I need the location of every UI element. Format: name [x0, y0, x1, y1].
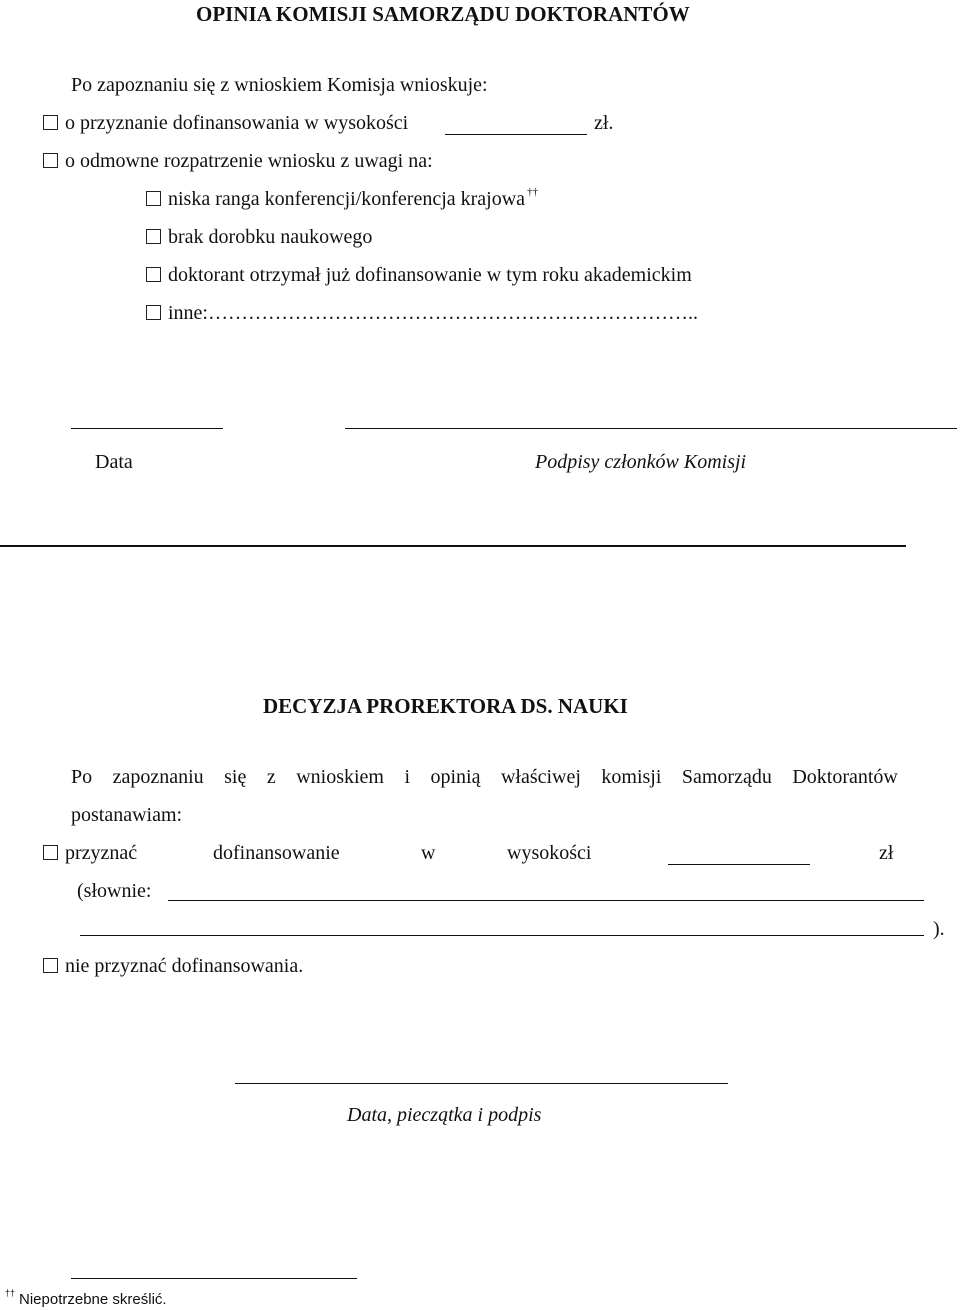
in-words-label: (słownie:: [77, 880, 152, 902]
intro-word: opinią: [430, 766, 481, 788]
reason-row: [146, 226, 372, 249]
in-words-line-1[interactable]: [168, 900, 924, 901]
refuse-checkbox[interactable]: [43, 153, 58, 168]
reason-label: niska ranga konferencji/konferencja krajowa: [168, 188, 526, 210]
reason-other-label: inne:………………………………………………………………..: [168, 302, 698, 324]
opinion-intro: Po zapoznaniu się z wnioskiem Komisja wnioskuje:: [71, 74, 488, 96]
date-label: Data: [95, 451, 133, 473]
decision-grant-checkbox[interactable]: [43, 845, 58, 860]
reason-checkbox[interactable]: [146, 267, 161, 282]
in-words-close: ).: [933, 918, 945, 940]
reason-checkbox[interactable]: [146, 229, 161, 244]
grant-word: wysokości: [507, 842, 592, 864]
intro-word: się: [224, 766, 247, 788]
reason-checkbox[interactable]: [146, 305, 161, 320]
option-refuse-label: o odmowne rozpatrzenie wniosku z uwagi na:: [65, 150, 433, 172]
decision-intro-line2: postanawiam:: [71, 804, 183, 826]
intro-word: komisji: [601, 766, 662, 788]
decision-amount-line[interactable]: [668, 864, 810, 865]
signatures-line[interactable]: [345, 428, 957, 429]
decision-refuse-checkbox[interactable]: [43, 958, 58, 973]
option-grant-row: [43, 112, 408, 135]
grant-word: dofinansowanie: [213, 842, 340, 864]
grant-amount-line[interactable]: [445, 134, 587, 135]
intro-word: Po: [71, 766, 93, 788]
footnote-separator: [71, 1278, 357, 1279]
footnote-mark: ††: [527, 186, 539, 198]
decision-grant-unit: zł: [879, 842, 894, 864]
signature-line[interactable]: [235, 1083, 728, 1084]
grant-checkbox[interactable]: [43, 115, 58, 130]
signatures-label: Podpisy członków Komisji: [535, 451, 747, 473]
option-grant-unit: zł.: [594, 112, 614, 134]
footnote-mark: ††: [5, 1288, 16, 1298]
reason-checkbox[interactable]: [146, 191, 161, 206]
in-words-line-2[interactable]: [80, 935, 924, 936]
intro-word: Samorządu: [681, 766, 772, 788]
intro-word: zapoznaniu: [112, 766, 204, 788]
decision-grant-row: [43, 842, 137, 865]
reason-label: doktorant otrzymał już dofinansowanie w tym roku akademickim: [168, 264, 692, 286]
reason-row: [146, 264, 692, 287]
intro-word: wnioskiem: [296, 766, 384, 788]
option-grant-label: o przyznanie dofinansowania w wysokości: [65, 112, 409, 134]
opinion-title: OPINIA KOMISJI SAMORZĄDU DOKTORANTÓW: [196, 2, 690, 26]
footnote-text: Niepotrzebne skreślić.: [19, 1291, 167, 1308]
decision-refuse-label: nie przyznać dofinansowania.: [65, 955, 304, 977]
grant-word: w: [421, 842, 436, 864]
signature-label: Data, pieczątka i podpis: [347, 1104, 542, 1126]
intro-word: i: [404, 766, 410, 788]
intro-word: z: [266, 766, 276, 788]
decision-refuse-row: [43, 955, 303, 978]
intro-word: Doktorantów: [792, 766, 898, 788]
grant-word: przyznać: [65, 842, 138, 864]
footnote: [5, 1288, 167, 1308]
reason-row: [146, 302, 698, 325]
option-refuse-row: [43, 150, 433, 173]
date-line[interactable]: [71, 428, 223, 429]
reason-row: [146, 188, 538, 211]
decision-title: DECYZJA PROREKTORA DS. NAUKI: [263, 694, 628, 718]
section-divider: [0, 545, 906, 547]
reason-label: brak dorobku naukowego: [168, 226, 373, 248]
decision-intro: [71, 766, 898, 789]
intro-word: właściwej: [500, 766, 581, 788]
